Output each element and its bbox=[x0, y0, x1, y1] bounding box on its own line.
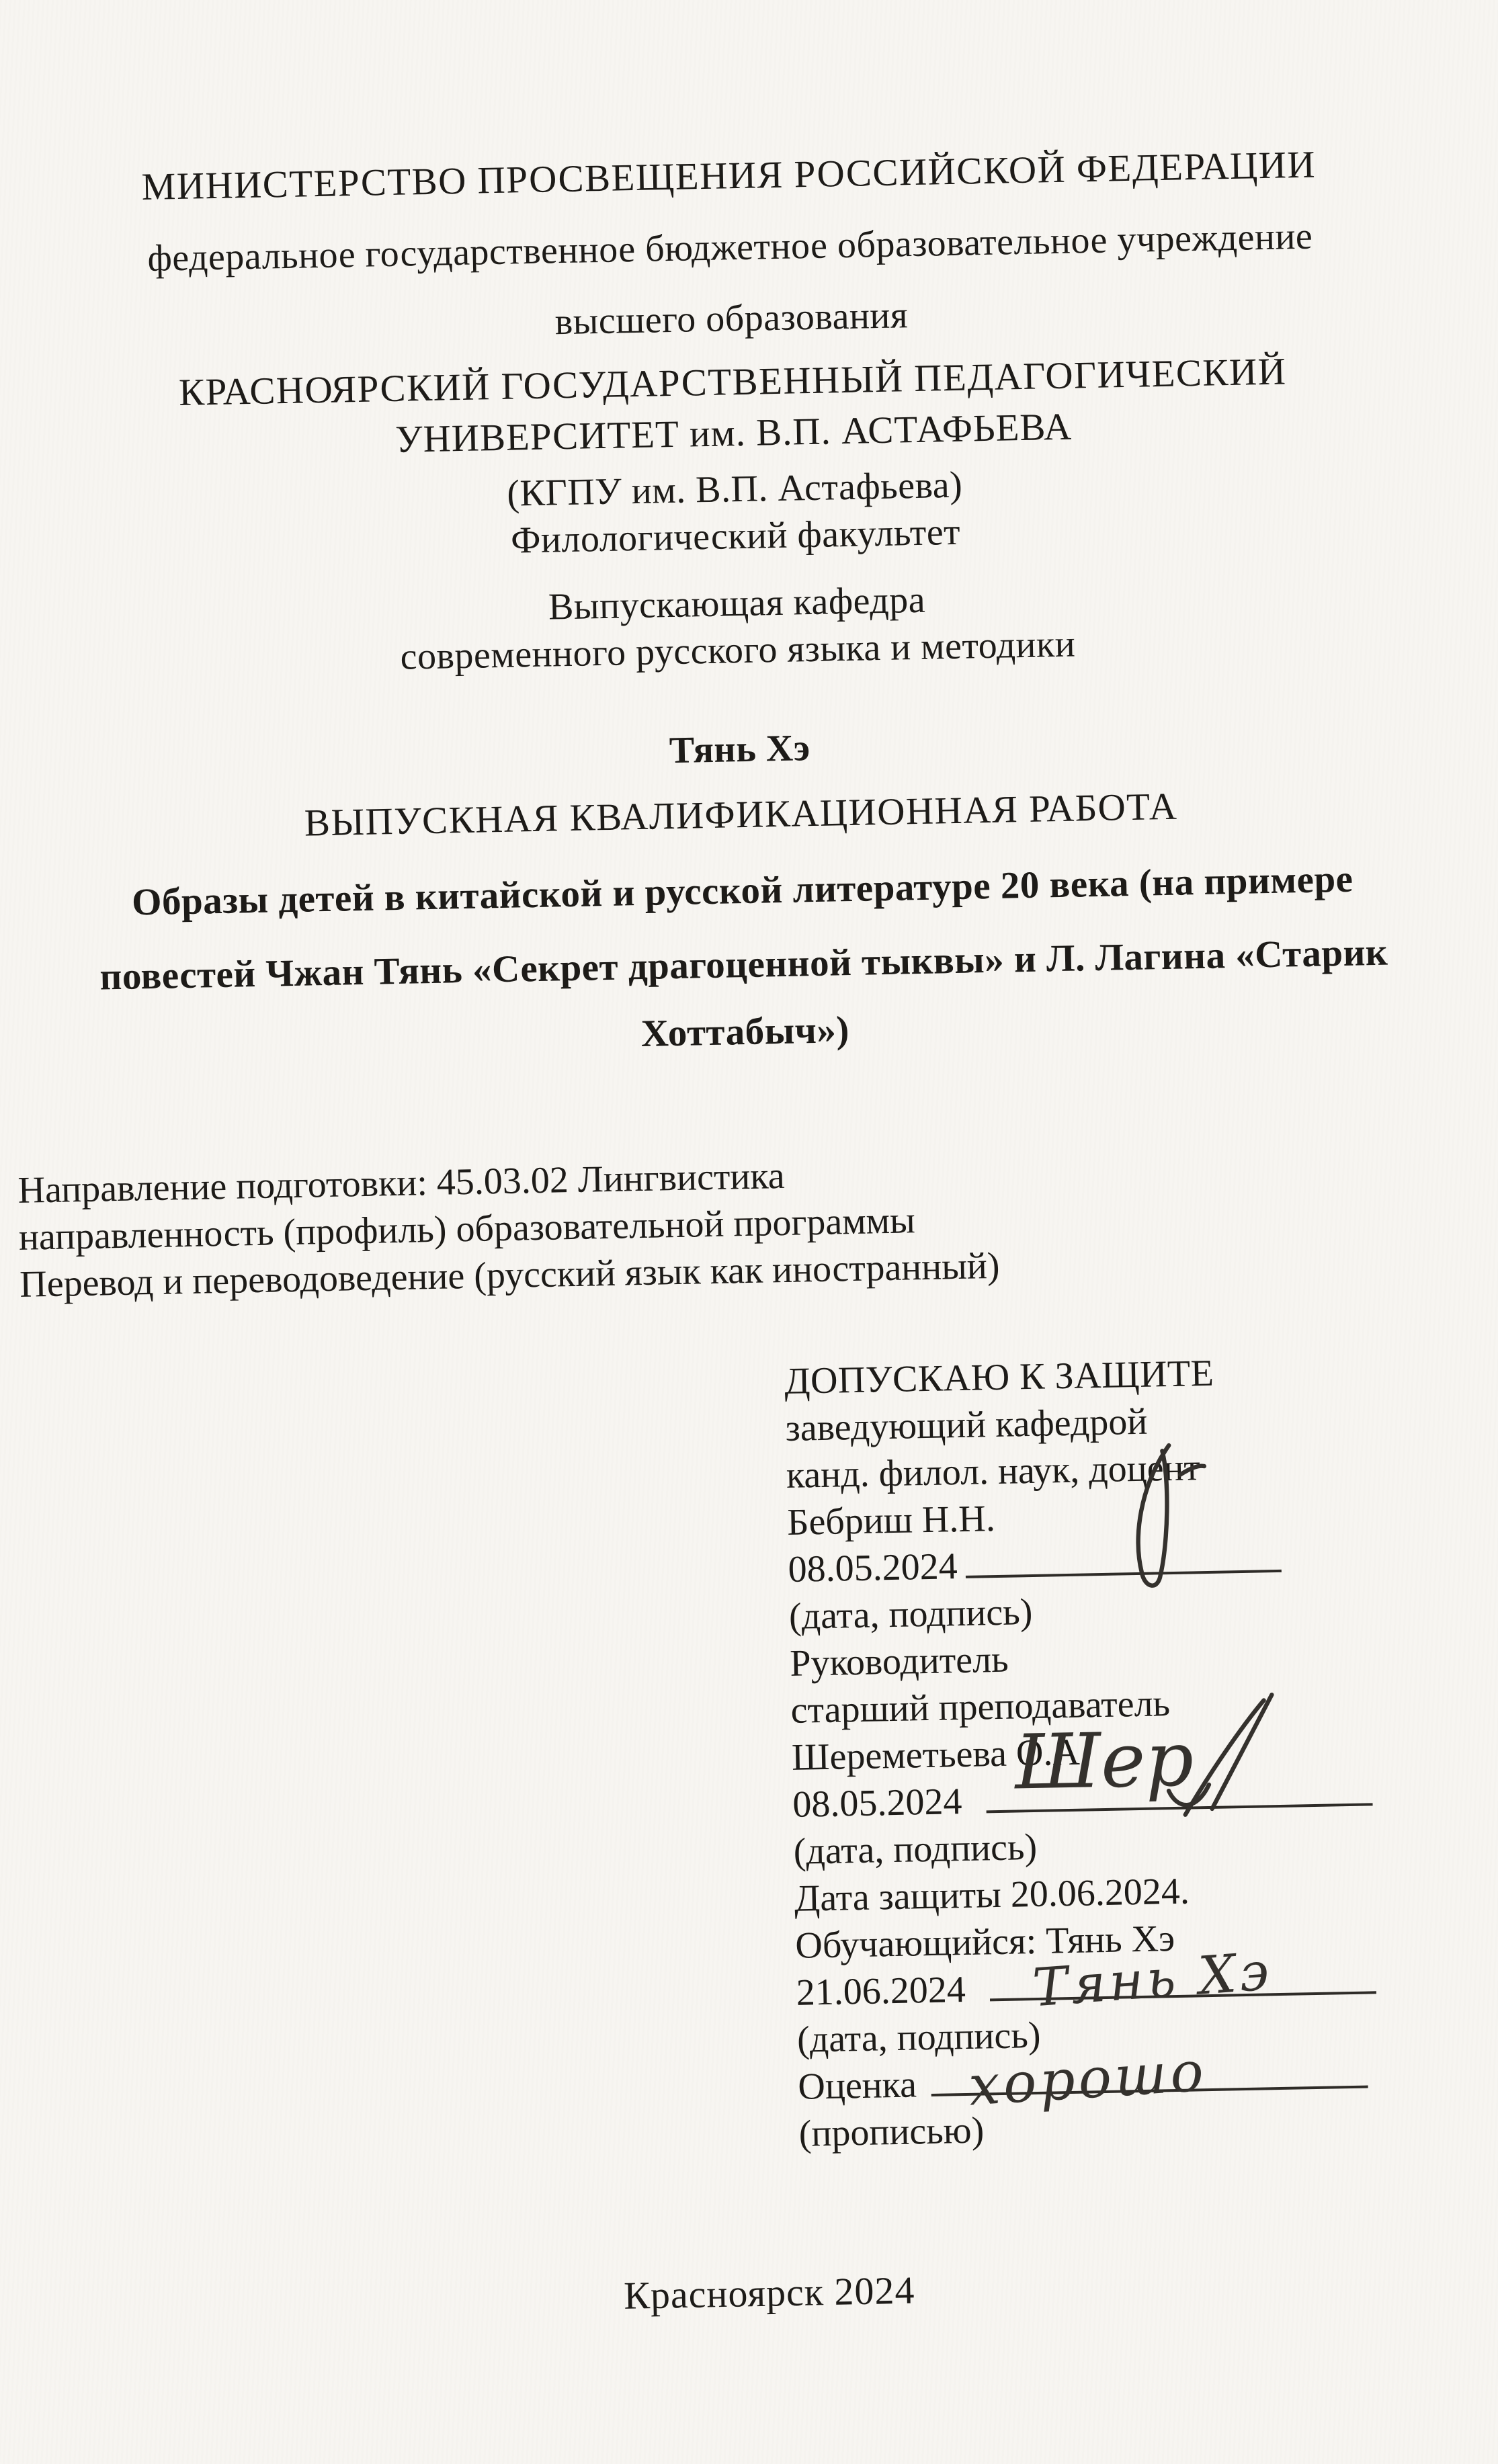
student-caption-line: (дата, подпись) bbox=[796, 2014, 1042, 2061]
grade-handwritten-value: хорошо bbox=[967, 2039, 1209, 2119]
program-profile-line: направленность (профиль) образовательной программы bbox=[18, 1199, 916, 1259]
author-name: Тянь Хэ bbox=[669, 727, 811, 772]
head-date: 08.05.2024 bbox=[788, 1545, 958, 1590]
institution-type-line-2: высшего образования bbox=[554, 294, 909, 343]
city-year-line: Красноярск 2024 bbox=[623, 2268, 916, 2318]
department-line-1: Выпускающая кафедра bbox=[548, 579, 926, 628]
supervisor-signature-line bbox=[987, 1715, 1373, 1813]
university-short-name: (КГПУ им. В.П. Астафьева) bbox=[506, 464, 963, 515]
head-name-line: Бебриш Н.Н. bbox=[786, 1498, 996, 1543]
grade-label: Оценка bbox=[797, 2064, 917, 2108]
student-line: Обучающийся: Тянь Хэ bbox=[794, 1918, 1175, 1967]
student-date: 21.06.2024 bbox=[796, 1969, 966, 2014]
head-degree-line: канд. филол. наук, доцент bbox=[786, 1447, 1201, 1496]
approval-block bbox=[784, 1345, 1479, 2158]
supervisor-date: 08.05.2024 bbox=[792, 1781, 962, 1826]
admit-to-defense-line: ДОПУСКАЮ К ЗАЩИТЕ bbox=[784, 1352, 1214, 1403]
work-type-line: ВЫПУСКНАЯ КВАЛИФИКАЦИОННАЯ РАБОТА bbox=[304, 785, 1178, 845]
head-role-line: заведующий кафедрой bbox=[785, 1400, 1148, 1449]
head-caption-line: (дата, подпись) bbox=[788, 1591, 1033, 1638]
student-signature: Тянь Хэ bbox=[1030, 1941, 1274, 2019]
program-direction-line: Направление подготовки: 45.03.02 Лингвистика bbox=[17, 1154, 786, 1212]
head-signature bbox=[1064, 1439, 1208, 1597]
faculty-line: Филологический факультет bbox=[510, 511, 961, 562]
svg-text:Шер: Шер bbox=[1014, 1715, 1195, 1807]
supervisor-signature bbox=[1008, 1683, 1333, 1823]
ministry-line: МИНИСТЕРСТВО ПРОСВЕЩЕНИЯ РОССИЙСКОЙ ФЕДЕРАЦИИ bbox=[141, 143, 1317, 209]
thesis-title-line-3: Хоттабыч») bbox=[640, 1009, 850, 1056]
supervisor-role-line: старший преподаватель bbox=[790, 1683, 1171, 1732]
thesis-title-line-2: повестей Чжан Тянь «Секрет драгоценной тыквы» и Л. Лагина «Старик bbox=[99, 931, 1388, 999]
institution-type-line-1: федеральное государственное бюджетное образовательное учреждение bbox=[147, 215, 1313, 280]
university-name-line-2: УНИВЕРСИТЕТ им. В.П. АСТАФЬЕВА bbox=[394, 405, 1073, 461]
supervisor-name-line: Шереметьева О.А. bbox=[791, 1731, 1090, 1779]
supervisor-caption-line: (дата, подпись) bbox=[793, 1826, 1038, 1873]
head-signature-line bbox=[966, 1570, 1282, 1578]
program-speciality-line: Перевод и переводоведение (русский язык как иностранный) bbox=[19, 1244, 1000, 1306]
student-signature-line bbox=[990, 1941, 1376, 2019]
program-block bbox=[17, 1148, 1000, 1308]
grade-line bbox=[931, 2039, 1368, 2119]
department-line-2: современного русского языка и методики bbox=[400, 623, 1076, 678]
grade-caption-line: (прописью) bbox=[798, 2109, 985, 2155]
university-name-line-1: КРАСНОЯРСКИЙ ГОСУДАРСТВЕННЫЙ ПЕДАГОГИЧЕСКИЙ bbox=[178, 350, 1287, 415]
supervisor-label-line: Руководитель bbox=[789, 1638, 1009, 1685]
thesis-title-line-1: Образы детей в китайской и русской литературе 20 века (на примере bbox=[131, 857, 1354, 924]
defense-date-line: Дата защиты 20.06.2024. bbox=[794, 1870, 1190, 1920]
